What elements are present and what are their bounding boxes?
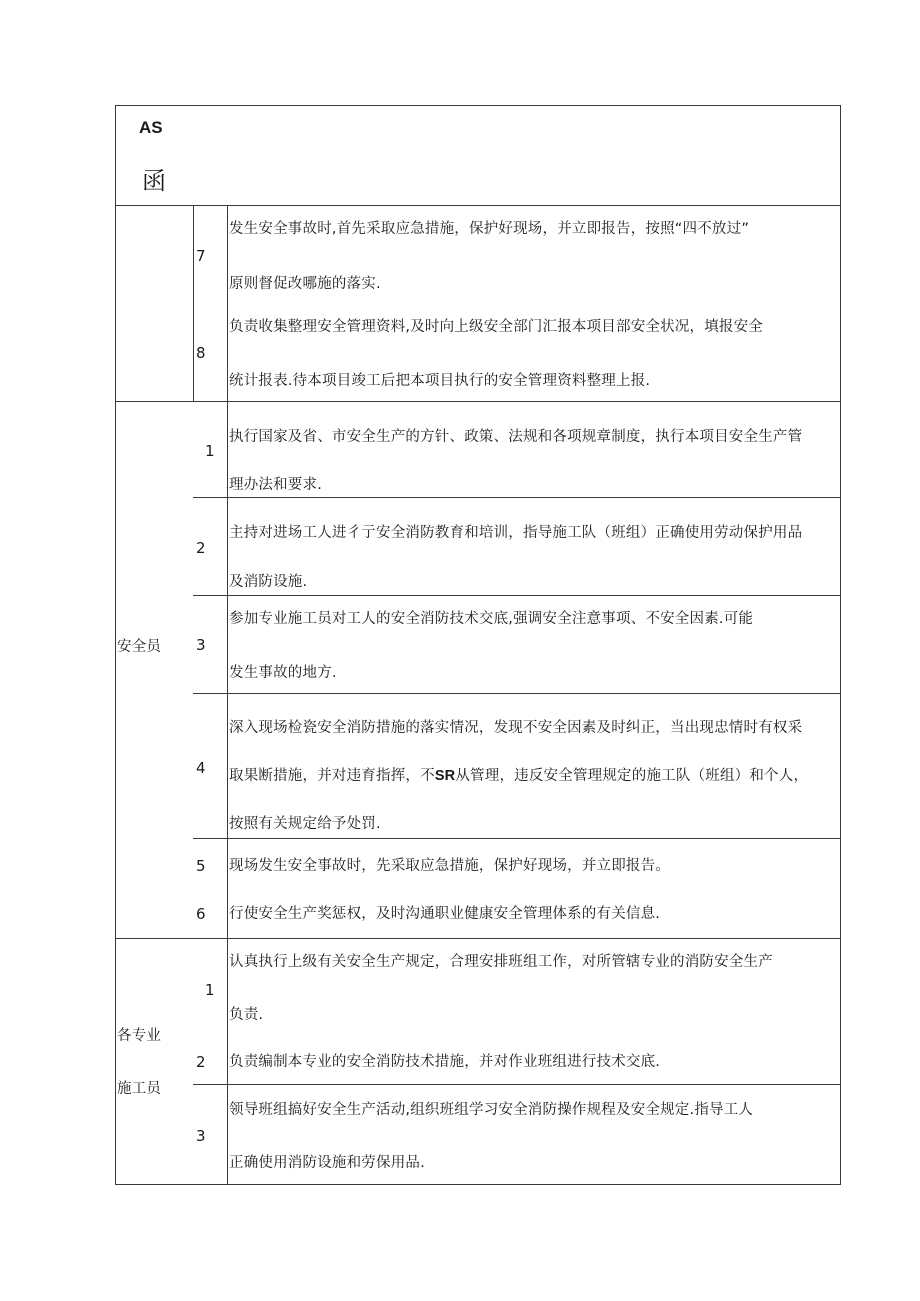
item-text: 统计报表.待本项目竣工后把本项目执行的安全管理资料整理上报. — [229, 373, 651, 389]
item-text: 按照有关规定给予处罚. — [229, 816, 381, 832]
item-number: 1 — [205, 442, 215, 460]
item-text: 认真执行上级有关安全生产规定，合理安排班组工作，对所管辖专业的消防安全生产 — [229, 954, 773, 970]
item-text: 现场发生安全事故时，先采取应急措施，保护好现场，并立即报告。 — [229, 858, 670, 874]
item-text: 深入现场检瓷安全消防措施的落实情况，发现不安全因素及时纠正，当出现忠情时有权采 — [229, 720, 803, 736]
item-text: 执行国家及省、市安全生产的方针、政策、法规和各项规章制度，执行本项目安全生产管 — [229, 429, 803, 445]
item-text: 发生事故的地方. — [229, 665, 337, 681]
item-number: 3 — [196, 636, 206, 654]
item-number: 6 — [196, 905, 206, 923]
item-text: 取果断措施，并对违育指挥，不SR从管理，违反安全管理规定的施工队（班组）和个人， — [229, 768, 809, 784]
item-text: 主持对进场工人进彳亍安全消防教育和培训，指导施工队（班组）正确使用劳动保护用品 — [229, 525, 803, 541]
item-number: 3 — [196, 1127, 206, 1145]
item-text: 正确使用消防设施和劳保用品. — [229, 1155, 425, 1171]
item-text: 负责. — [229, 1007, 264, 1023]
item-number: 2 — [196, 539, 206, 557]
item-number: 5 — [196, 857, 206, 875]
item-number: 2 — [196, 1053, 206, 1071]
item-text: 参加专业施工员对工人的安全消防技术交底,强调安全注意事项、不安全因素.可能 — [229, 611, 754, 627]
item-text: 及消防设施. — [229, 574, 308, 590]
item-number: 8 — [196, 344, 206, 362]
item-text: 负责编制本专业的安全消防技术措施，并对作业班组进行技术交底. — [229, 1054, 661, 1070]
item-text: 理办法和要求. — [229, 477, 323, 493]
role-label: 安全员 — [117, 639, 162, 655]
role-label: 施工员 — [117, 1081, 162, 1097]
item-text: 原则督促改哪施的落实. — [229, 276, 381, 292]
role-label: 各专业 — [117, 1028, 162, 1044]
item-text: 领导班组搞好安全生产活动,组织班组学习安全消防操作规程及安全规定.指导工人 — [229, 1102, 754, 1118]
item-number: 1 — [205, 981, 215, 999]
item-number: 7 — [196, 247, 206, 265]
item-text: 行使安全生产奖惩权，及时沟通职业健康安全管理体系的有关信息. — [229, 906, 661, 922]
item-text: 负责收集整理安全管理资料,及时向上级安全部门汇报本项目部安全状况，填报安全 — [229, 319, 764, 335]
header-code: AS — [139, 118, 163, 137]
header-character: 函 — [142, 167, 166, 195]
item-number: 4 — [196, 759, 206, 777]
item-text: 发生安全事故时,首先采取应急措施，保护好现场，并立即报告，按照“四不放过” — [229, 221, 750, 237]
